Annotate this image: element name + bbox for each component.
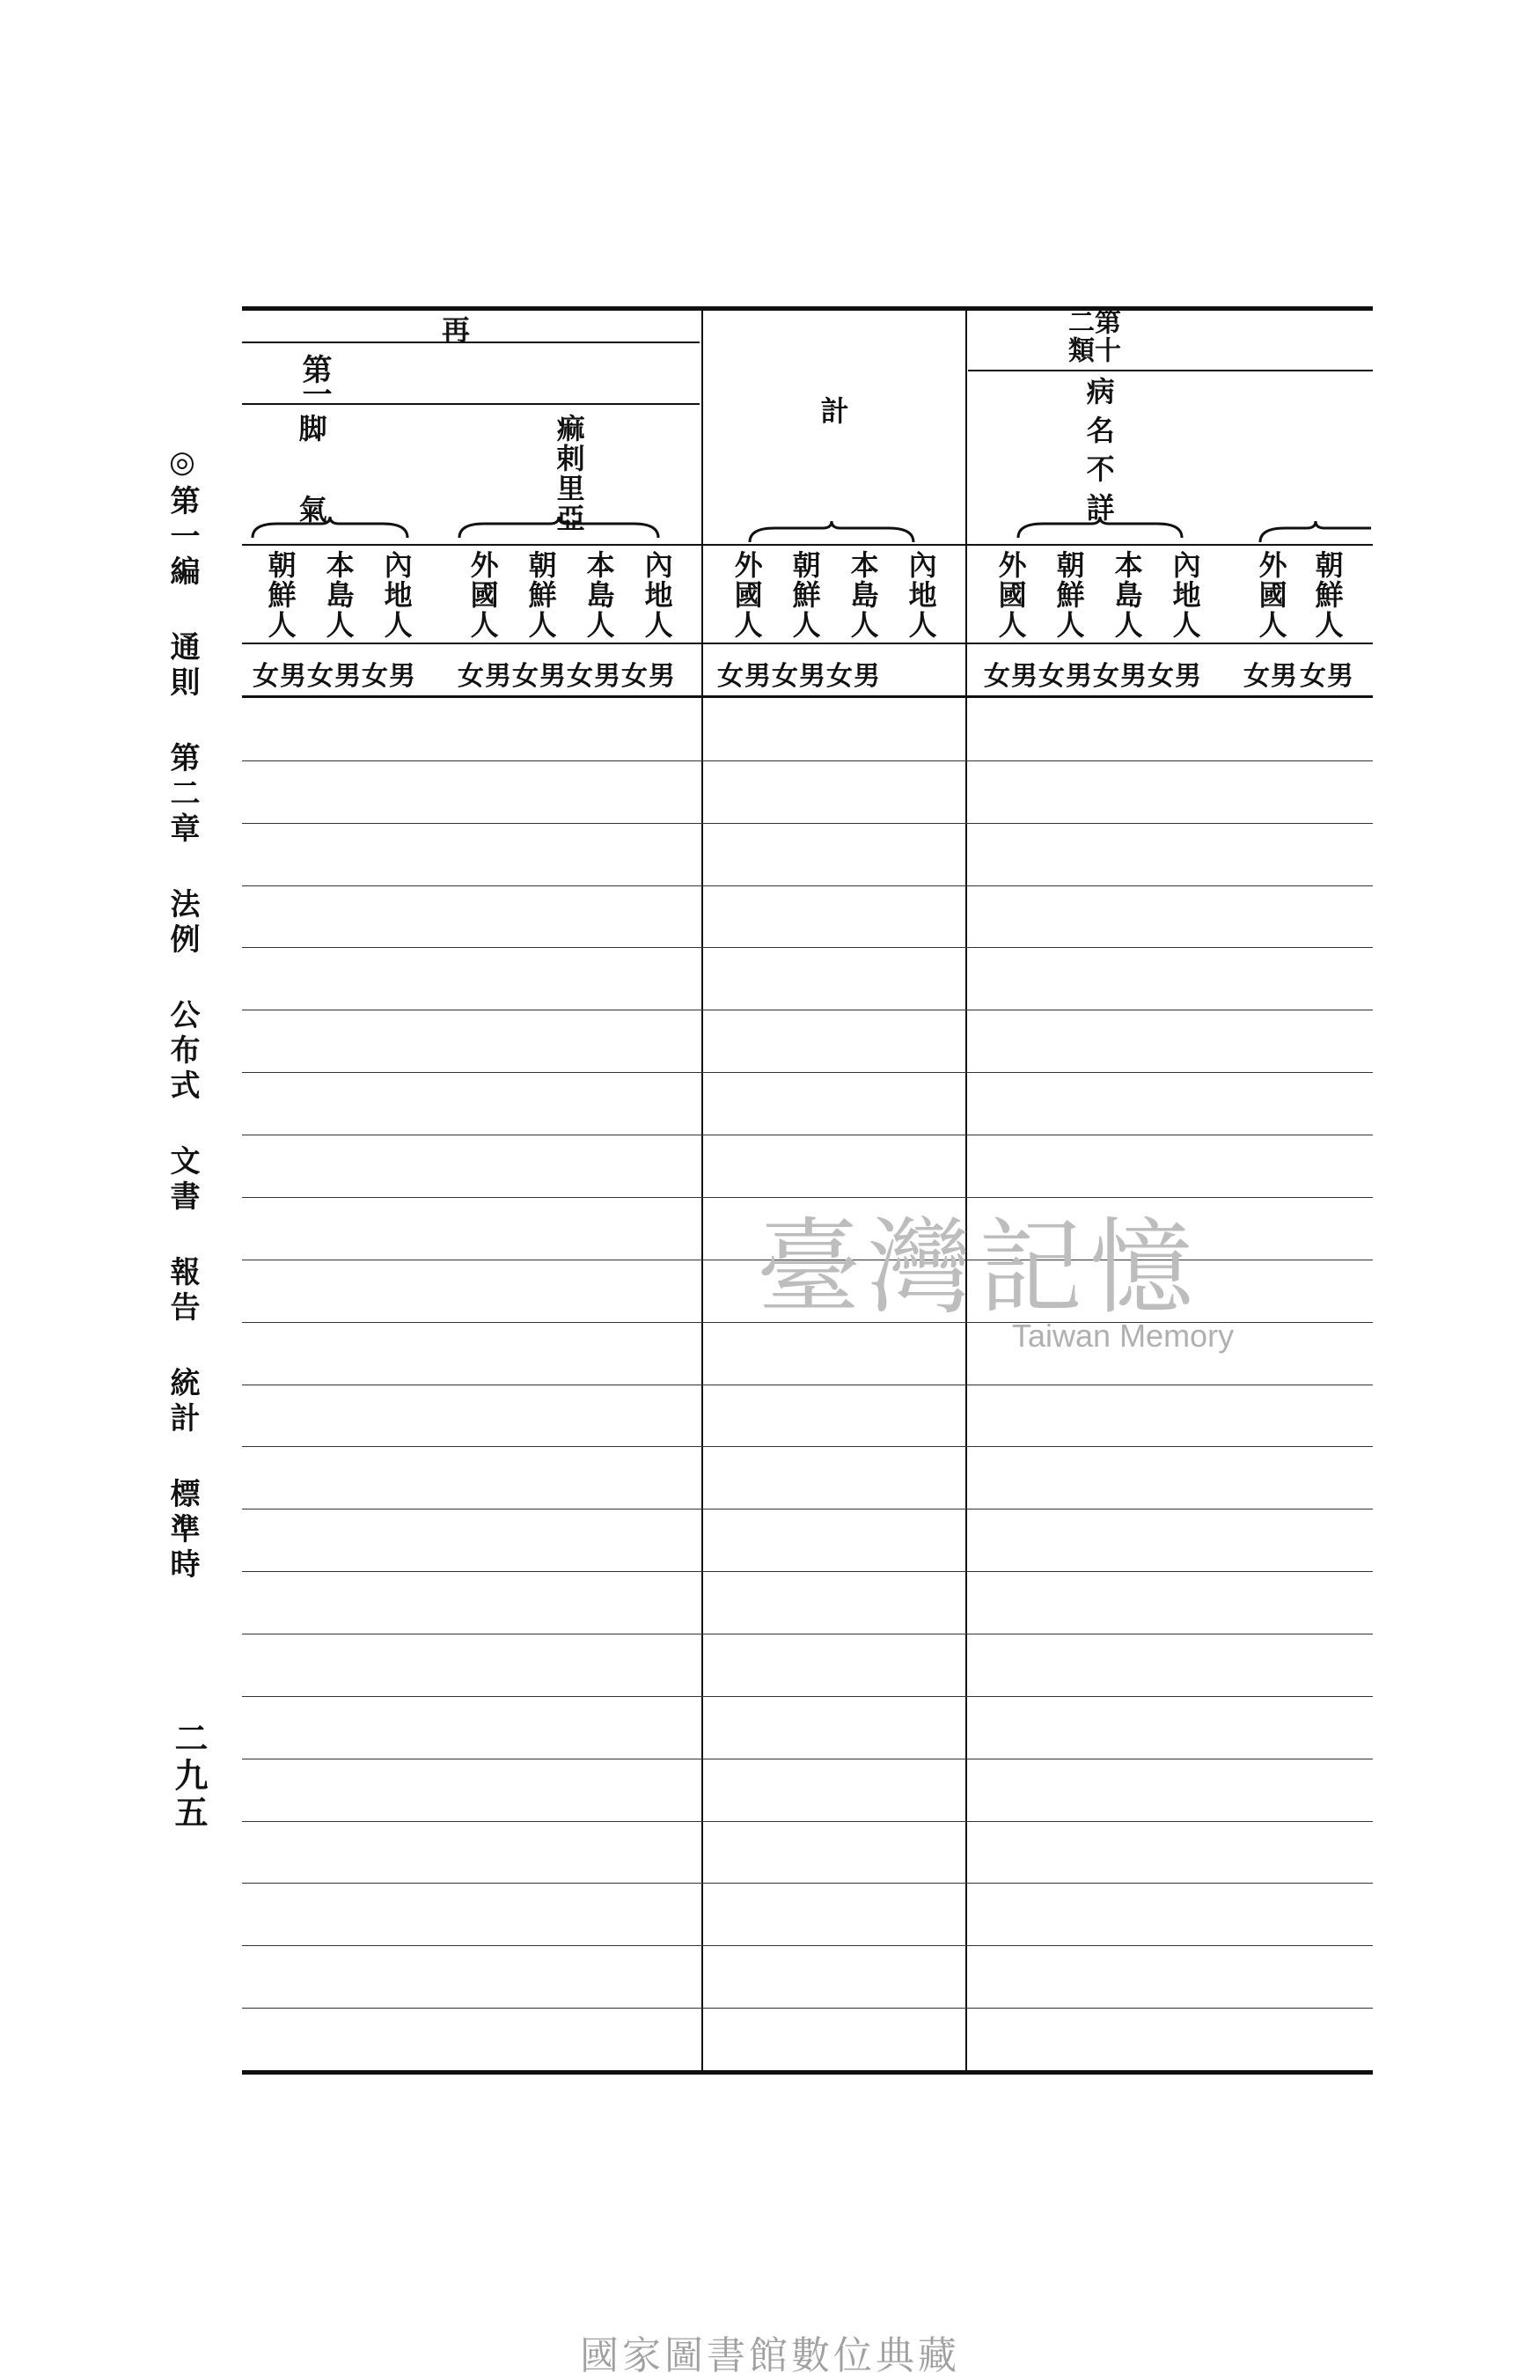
- nationality-chosen: 朝鮮人: [788, 550, 822, 640]
- nationality-gaikoku: 外國人: [1254, 550, 1288, 640]
- footer-credit: 國家圖書館數位典藏: [580, 2333, 960, 2378]
- disease-malaria: 痲剌里亞: [552, 414, 586, 533]
- sex-row: 女男女男女男: [253, 661, 416, 692]
- page-number: 二九五: [169, 1721, 209, 1832]
- nationality-gaikoku: 外國人: [466, 550, 500, 640]
- group-top-label: 再: [437, 315, 471, 343]
- nationality-gaikoku: 外國人: [730, 550, 764, 640]
- table-row-rule: [242, 885, 1373, 886]
- header-rule: [242, 342, 700, 343]
- brace: [251, 515, 409, 541]
- table-row-rule: [242, 1509, 1373, 1510]
- disease-kakke: 脚氣: [294, 414, 328, 576]
- total-label: 計: [816, 396, 850, 426]
- nationality-naichi: 內地人: [1168, 550, 1202, 640]
- table-top-rule: [242, 306, 1373, 311]
- header-rule: [968, 370, 1373, 371]
- table-row-rule: [242, 760, 1373, 761]
- nationality-hontou: 本島人: [582, 550, 616, 640]
- brace: [458, 515, 660, 541]
- watermark-english: Taiwan Memory: [1012, 1318, 1235, 1354]
- table-row-rule: [242, 1883, 1373, 1884]
- watermark-text: 臺灣記憶: [757, 1207, 1201, 1328]
- nationality-hontou: 本島人: [1110, 550, 1144, 640]
- disease-unknown: 病名不詳: [1082, 377, 1116, 532]
- class-label: 第十二類: [1063, 308, 1120, 364]
- sex-row: 女男: [1300, 661, 1354, 692]
- watermark: [757, 1184, 1234, 1355]
- nationality-chosen: 朝鮮人: [1052, 550, 1086, 640]
- nationality-chosen: 朝鮮人: [1310, 550, 1345, 640]
- sex-row-bottom-rule: [242, 695, 1373, 698]
- table-row-rule: [242, 2008, 1373, 2009]
- table-row-rule: [242, 1571, 1373, 1572]
- nationality-chosen: 朝鮮人: [263, 550, 297, 640]
- column-divider-1: [701, 311, 703, 2070]
- table-row-rule: [242, 1072, 1373, 1073]
- nationality-hontou: 本島人: [846, 550, 880, 640]
- table-row-rule: [242, 947, 1373, 948]
- nationality-naichi: 內地人: [904, 550, 938, 640]
- brace: [748, 519, 915, 546]
- nationality-chosen: 朝鮮人: [524, 550, 558, 640]
- nationality-gaikoku: 外國人: [994, 550, 1028, 640]
- sex-row: 女男女男女男女男: [458, 661, 676, 692]
- nationality-naichi: 內地人: [379, 550, 414, 640]
- table-row-rule: [242, 1446, 1373, 1447]
- brace: [1016, 515, 1184, 541]
- brace: [1258, 519, 1373, 546]
- group-sub-label: 第一: [297, 354, 332, 403]
- sex-row: 女男女男女男: [717, 661, 881, 692]
- nationality-hontou: 本島人: [321, 550, 356, 640]
- table-bottom-rule: [242, 2070, 1373, 2075]
- table-row-rule: [242, 1696, 1373, 1697]
- table-row-rule: [242, 823, 1373, 824]
- table-row-rule: [242, 1821, 1373, 1822]
- nationality-naichi: 內地人: [640, 550, 674, 640]
- sex-row: 女男女男女男女男: [984, 661, 1202, 692]
- table-row-rule: [242, 1945, 1373, 1946]
- sex-row-top-rule: [242, 643, 1373, 644]
- sex-row: 女男: [1243, 661, 1298, 692]
- running-head: ◎第一編 通則 第二章 法例 公布式 文書 報告 統計 標準時: [165, 444, 200, 1583]
